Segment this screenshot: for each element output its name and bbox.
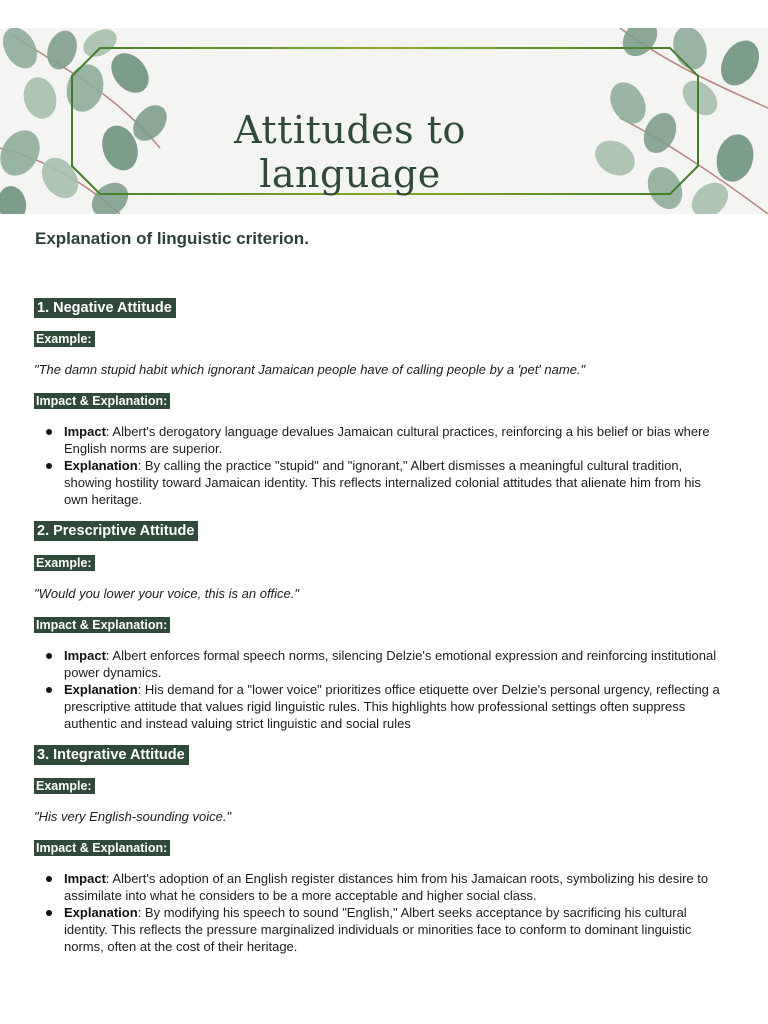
section-heading: 2. Prescriptive Attitude [34, 521, 198, 541]
bullet-term: Impact [64, 871, 106, 886]
bullet-text: : Albert's derogatory language devalues Jamaican cultural practices, reinforcing a his belief or bias where English norms are superior. [64, 424, 710, 456]
example-quote: "His very English-sounding voice." [34, 809, 232, 824]
bullet-list [34, 647, 736, 732]
section-heading: 1. Negative Attitude [34, 298, 176, 318]
impact-label: Impact & Explanation: [34, 840, 170, 856]
page-title [200, 108, 500, 196]
impact-label: Impact & Explanation: [34, 617, 170, 633]
bullet-term: Impact [64, 648, 106, 663]
bullet-text: : By calling the practice "stupid" and "ignorant," Albert dismisses a meaningful cultural tradition, showing hostility toward Jamaican identity. This reflects internalized colonial attitudes that alienate him from his own heritage. [64, 458, 701, 507]
example-label: Example: [34, 331, 95, 347]
list-item [34, 870, 724, 904]
title-line-1: Attitudes to [234, 108, 466, 152]
bullet-list [34, 870, 724, 955]
bullet-term: Explanation [64, 682, 138, 697]
title-line-2: language [259, 152, 441, 196]
list-item [34, 681, 736, 732]
bullet-text: : Albert's adoption of an English register distances him from his Jamaican roots, symbolizing his desire to assimilate into what he considers to be a more acceptable and higher social class. [64, 871, 709, 903]
bullet-term: Impact [64, 424, 106, 439]
bullet-term: Explanation [64, 905, 138, 920]
bullet-list [34, 423, 724, 508]
list-item [34, 423, 724, 457]
bullet-text: : His demand for a "lower voice" prioritizes office etiquette over Delzie's personal urgency, reflecting a prescriptive attitude that values rigid linguistic rules. This highlights how professional settings often suppress authentic and instead valuing strict linguistic and social rules [64, 682, 720, 731]
example-quote: "The damn stupid habit which ignorant Jamaican people have of calling people by a 'pet' name." [34, 362, 586, 377]
list-item [34, 647, 736, 681]
list-item [34, 457, 724, 508]
section-heading: 3. Integrative Attitude [34, 745, 189, 765]
title-banner [0, 28, 768, 214]
bullet-text: : Albert enforces formal speech norms, silencing Delzie's emotional expression and reinforcing institutional power dynamics. [64, 648, 717, 680]
bullet-term: Explanation [64, 458, 138, 473]
list-item [34, 904, 724, 955]
bullet-text: : By modifying his speech to sound "English," Albert seeks acceptance by sacrificing his cultural identity. This reflects the pressure marginalized individuals or minorities face to conform to dominant linguistic norms, often at the cost of their heritage. [64, 905, 692, 954]
example-quote: "Would you lower your voice, this is an office." [34, 586, 300, 601]
example-label: Example: [34, 555, 95, 571]
impact-label: Impact & Explanation: [34, 393, 170, 409]
example-label: Example: [34, 778, 95, 794]
page-subtitle: Explanation of linguistic criterion. [35, 229, 309, 248]
